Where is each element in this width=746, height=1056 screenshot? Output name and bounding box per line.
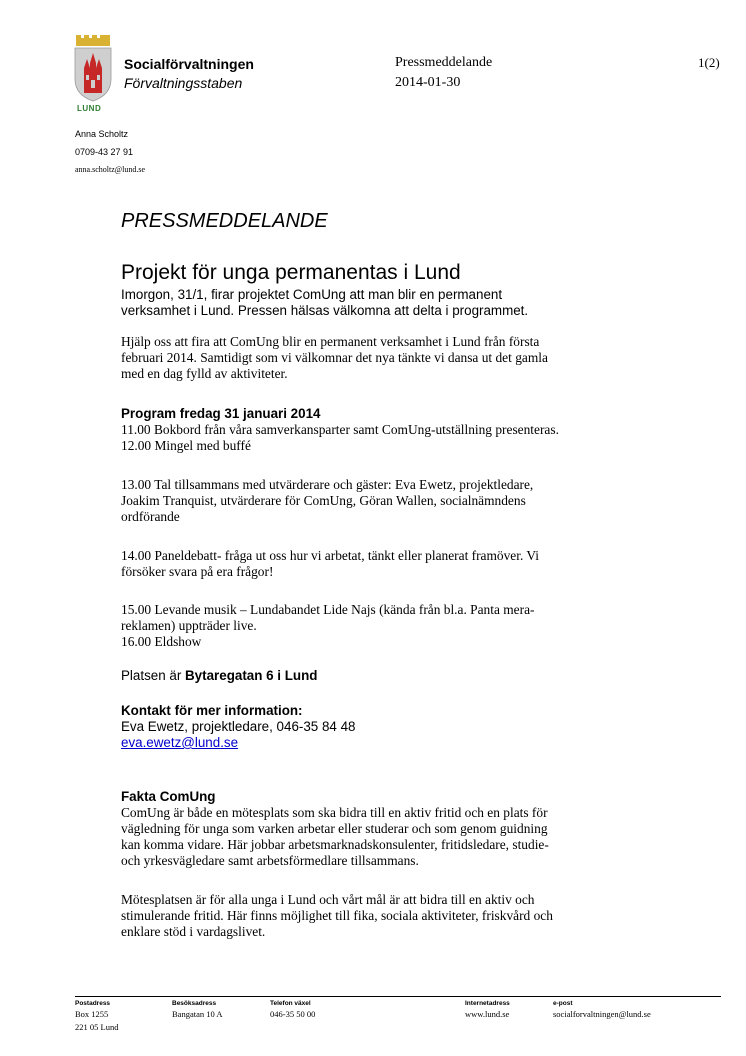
lead-line: verksamhet i Lund. Pressen hälsas välkomna att delta i programmet. [121,303,529,318]
footer-besok-value: Bangatan 10 A [172,1009,223,1019]
facts-line: stimulerande fritid. Här finns möjlighet till fika, sociala aktiviteter, friskvård och [121,908,553,923]
footer-postadress-line: 221 05 Lund [75,1022,119,1032]
program-item: 15.00 Levande musik – Lundabandet Lide Najs (kända från bl.a. Panta mera- [121,602,535,617]
document-date: 2014-01-30 [395,75,461,90]
org-name: Socialförvaltningen [124,56,254,72]
program-item: 12.00 Mingel med buffé [121,438,251,453]
place-line [121,668,631,684]
facts-line: enklare stöd i vardagslivet. [121,924,266,939]
footer-telefon-label: Telefon växel [270,1000,311,1007]
program-item: 11.00 Bokbord från våra samverkansparter samt ComUng-utställning presenteras. [121,422,559,437]
facts-line: Mötesplatsen är för alla unga i Lund och vårt mål är att bidra till en aktiv och [121,892,535,907]
contact-info-email-wrap [121,735,631,751]
coat-of-arms-icon [72,35,114,115]
footer-internet-label: Internetadress [465,1000,510,1007]
intro-line: februari 2014. Samtidigt som vi välkomnar det nya tänkte vi dansa ut det gamla [121,350,548,365]
facts-line: och yrkesvägledare samt arbetsförmedlare tillsammans. [121,853,419,868]
lund-logo [72,35,114,115]
footer-telefon-value: 046-35 50 00 [270,1009,316,1019]
program-title: Program fredag 31 januari 2014 [121,406,321,421]
program-item: 13.00 Tal tillsammans med utvärderare och gäster: Eva Ewetz, projektledare, [121,477,534,492]
contact-email: anna.scholtz@lund.se [75,165,146,174]
facts-line: kan komma vidare. Här jobbar arbetsmarknadskonsulenter, fritidsledare, studie- [121,837,549,852]
press-heading: PRESSMEDDELANDE [121,210,328,232]
place-prefix: Platsen är [121,668,186,683]
program-item: Joakim Tranquist, utvärderare för ComUng, Göran Wallen, socialnämndens [121,493,526,508]
program-item: reklamen) uppträder live. [121,618,257,633]
contact-phone: 0709-43 27 91 [75,147,134,157]
footer-epost-value: socialforvaltningen@lund.se [553,1009,651,1019]
facts-line: vägledning för unga som varken arbetar eller studerar och som genom guidning [121,821,548,836]
contact-info-line: Eva Ewetz, projektledare, 046-35 84 48 [121,719,356,734]
program-item: 14.00 Paneldebatt- fråga ut oss hur vi arbetat, tänkt eller planerat framöver. Vi [121,548,540,563]
footer-besok-label: Besöksadress [172,1000,217,1007]
program-item: 16.00 Eldshow [121,634,202,649]
footer-epost-label: e-post [553,1000,573,1007]
facts-title: Fakta ComUng [121,789,216,804]
contact-name: Anna Scholtz [75,129,129,139]
footer-postadress-line: Box 1255 [75,1009,109,1019]
contact-info-title: Kontakt för mer information: [121,703,303,718]
headline: Projekt för unga permanentas i Lund [121,261,461,284]
page-number: 1(2) [698,55,720,70]
intro-line: med en dag fylld av aktiviteter. [121,366,288,381]
facts-line: ComUng är både en mötesplats som ska bidra till en aktiv fritid och en plats för [121,805,548,820]
footer-postadress-label: Postadress [75,1000,111,1007]
document-type: Pressmeddelande [395,55,493,70]
program-item: försöker svara på era frågor! [121,564,274,579]
contact-email-link[interactable]: eva.ewetz@lund.se [121,735,239,750]
footer-internet-value: www.lund.se [465,1009,510,1019]
org-department: Förvaltningsstaben [124,75,243,91]
logo-text: LUND [77,104,102,113]
intro-line: Hjälp oss att fira att ComUng blir en permanent verksamhet i Lund från första [121,334,540,349]
lead-line: Imorgon, 31/1, firar projektet ComUng att man blir en permanent [121,287,503,302]
program-item: ordförande [121,509,180,524]
place-address: Bytaregatan 6 i Lund [185,668,318,683]
footer-divider [75,996,721,997]
